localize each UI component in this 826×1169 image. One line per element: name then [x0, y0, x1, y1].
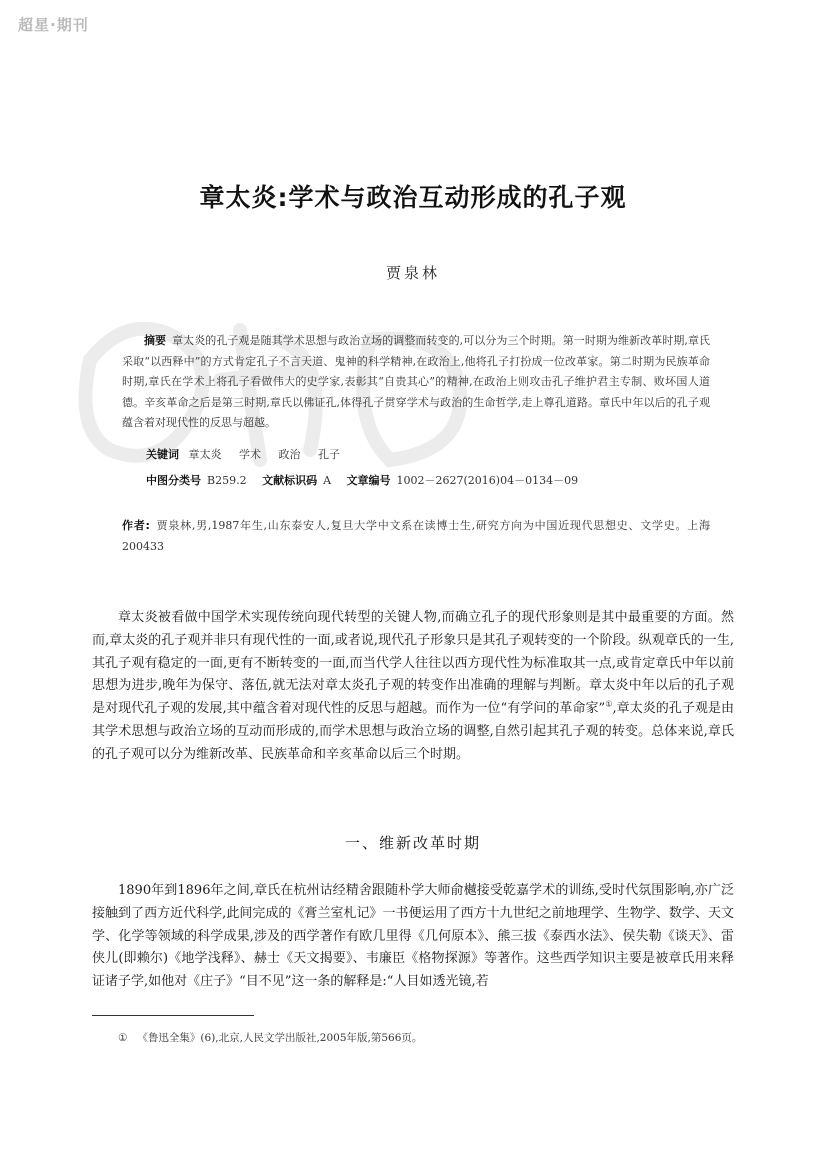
keywords — [146, 446, 354, 462]
abstract-label: 摘要 — [144, 334, 167, 347]
article-no-value: 1002－2627(2016)04－0134－09 — [396, 474, 579, 487]
body-paragraph: 1890年到1896年之间,章氏在杭州诂经精舍跟随朴学大师俞樾接受乾嘉学术的训练,受时代氛围影响,亦广泛接触到了西方近代科学,此间完成的《膏兰室札记》一书便运用了西方十九世纪之前地理学、生物学、数学、天文学、化学等领域的科学成果,涉及的西学著作有欧几里得《几何原本》、熊三拔《泰西水法》、侯失勒《谈天》、雷侠儿(即赖尔)《地学浅释》、赫士《天文揭要》、韦廉臣《格物探源》等著作。这些西学知识主要是被章氏用来释证诸子学,如他对《庄子》“目不见”这一条的解释是:“人目如透光镜,若 — [92, 883, 734, 990]
author-info — [122, 516, 721, 557]
source-watermark: 超星·期刊 — [18, 16, 89, 34]
body-paragraph — [92, 607, 734, 767]
keyword-item: 学术 — [239, 448, 261, 461]
article-title: 章太炎:学术与政治互动形成的孔子观 — [199, 183, 627, 212]
abstract-text: 章太炎的孔子观是随其学术思想与政治立场的调整而转变的,可以分为三个时期。第一时期为维新改革时期,章氏采取“以西释中”的方式肯定孔子不言天道、鬼神的科学精神,在政治上,他将孔子打扮成一位改革家。第二时期为民族革命时期,章氏在学术上将孔子看做伟大的史学家,表彰其“自贵其心”的精神,在政治上则攻击孔子维护君主专制、败坏国人道德。辛亥革命之后是第三时期,章氏以佛证孔,体得孔子贯穿学术与政治的生命哲学,走上尊孔道路。章氏中年以后的孔子观蕴含着对现代性的反思与超越。 — [122, 334, 710, 429]
footnote-text: 《鲁迅全集》(6),北京,人民文学出版社,2005年版,第566页。 — [137, 1032, 423, 1044]
author-info-label: 作者: — [122, 519, 150, 532]
clc-value: B259.2 — [207, 474, 247, 487]
keyword-item: 孔子 — [318, 448, 340, 461]
footnote-divider — [92, 1015, 254, 1016]
footnote-reference[interactable]: ① — [605, 699, 613, 709]
section-heading: 一、维新改革时期 — [344, 834, 481, 852]
doc-code-value: A — [323, 474, 332, 487]
clc-label: 中图分类号 — [146, 474, 201, 487]
doc-code-label: 文献标识码 — [262, 474, 318, 487]
paragraph-text: 章太炎被看做中国学术实现传统向现代转型的关键人物,而确立孔子的现代形象则是其中最重要的方面。然而,章太炎的孔子观并非只有现代性的一面,或者说,现代孔子形象只是其孔子观转变的一个阶段。纵观章氏的一生,其孔子观有稳定的一面,更有不断转变的一面,而当代学人往往以西方现代性为标准取其一点,或肯定章氏中年以前思想为进步,晚年为保守、落伍,就无法对章太炎孔子观的转变作出准确的理解与判断。章太炎中年以后的孔子观是对现代孔子观的发展,其中蕴含着对现代性的反思与超越。而作为一位“有学问的革命家” — [92, 610, 734, 717]
footnote-marker: ① — [118, 1032, 128, 1044]
keyword-item: 章太炎 — [188, 448, 222, 461]
footnote — [118, 1030, 422, 1045]
classification-line — [146, 472, 590, 488]
abstract — [122, 331, 710, 434]
article-no-label: 文章编号 — [346, 474, 391, 487]
keyword-item: 政治 — [278, 448, 301, 461]
paragraph-text: ,章太炎的孔子观是由其学术思想与政治立场的互动而形成的,而学术思想与政治立场的调整,自然引起其孔子观的转变。总体来说,章氏的孔子观可以分为维新改革、民族革命和辛亥革命以后三个时期。 — [92, 701, 734, 762]
article-author: 贾泉林 — [385, 264, 440, 282]
keywords-label: 关键词 — [146, 448, 179, 461]
author-info-text: 贾泉林,男,1987年生,山东泰安人,复旦大学中文系在读博士生,研究方向为中国近现代思想史、文学史。上海 200433 — [122, 519, 721, 553]
